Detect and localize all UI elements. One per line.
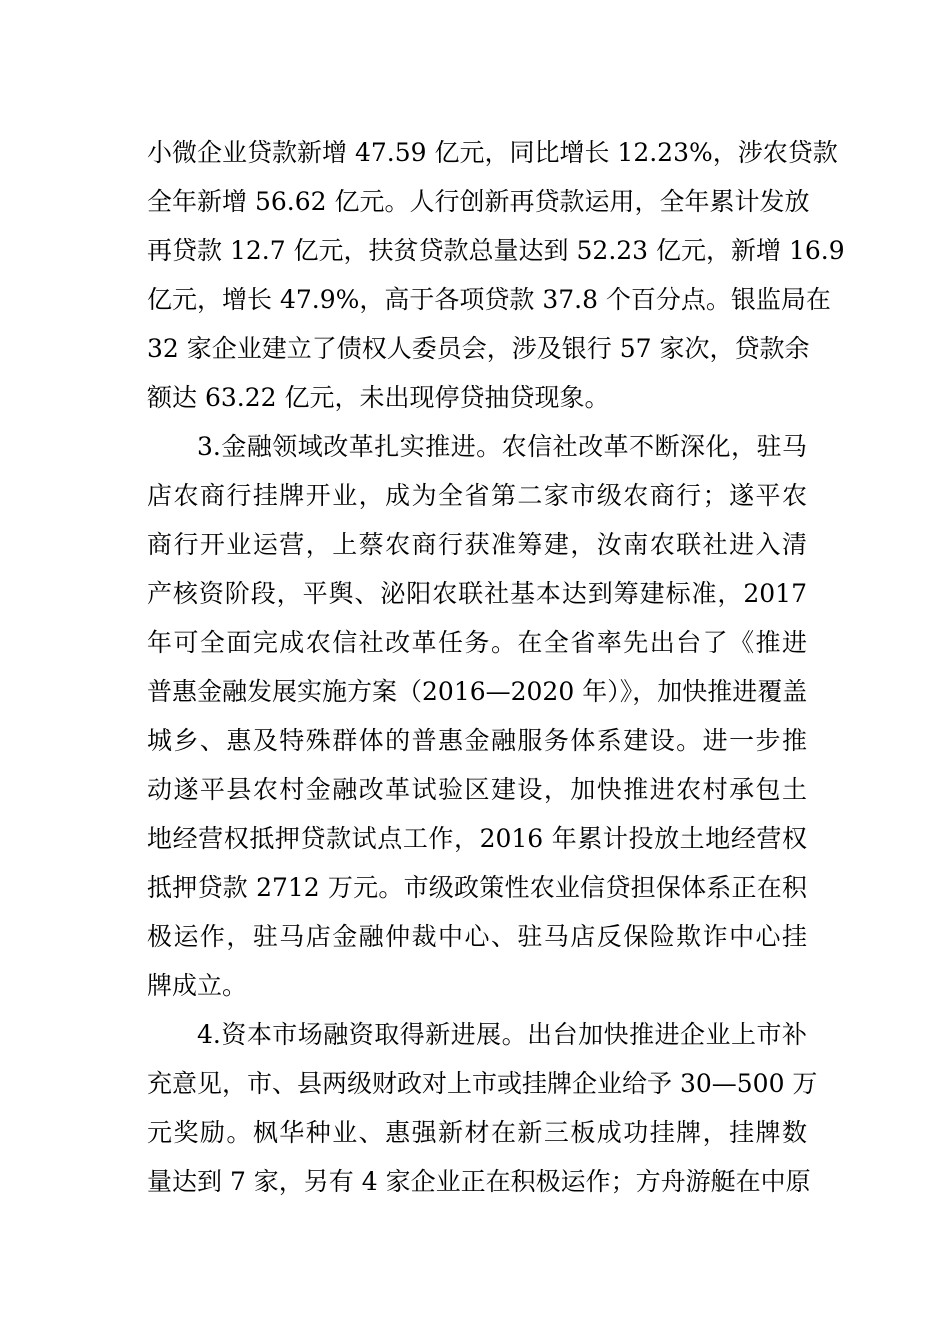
- paragraph-financial-reform: [147, 422, 807, 1010]
- body-text: [147, 128, 845, 1206]
- text-line: 年可全面完成农信社改革任务。在全省率先出台了《推进: [147, 628, 807, 657]
- text-line: 全年新增 56.62 亿元。人行创新再贷款运用，全年累计发放: [147, 187, 810, 216]
- text-line: 32 家企业建立了债权人委员会，涉及银行 57 家次，贷款余: [147, 334, 810, 363]
- paragraph-loans: [147, 128, 845, 422]
- text-line: 亿元，增长 47.9%，高于各项贷款 37.8 个百分点。银监局在: [147, 285, 831, 314]
- text-line: 4.资本市场融资取得新进展。出台加快推进企业上市补: [197, 1020, 807, 1049]
- text-line: 再贷款 12.7 亿元，扶贫贷款总量达到 52.23 亿元，新增 16.9: [147, 236, 845, 265]
- text-line: 动遂平县农村金融改革试验区建设，加快推进农村承包土: [147, 775, 807, 804]
- text-line: 3.金融领域改革扎实推进。农信社改革不断深化，驻马: [197, 432, 807, 461]
- text-line: 城乡、惠及特殊群体的普惠金融服务体系建设。进一步推: [147, 726, 807, 755]
- text-line: 充意见，市、县两级财政对上市或挂牌企业给予 30—500 万: [147, 1069, 818, 1098]
- text-line: 产核资阶段，平舆、泌阳农联社基本达到筹建标准，2017: [147, 579, 807, 608]
- text-line: 普惠金融发展实施方案（2016—2020 年）》，加快推进覆盖: [147, 677, 808, 706]
- text-line: 极运作，驻马店金融仲裁中心、驻马店反保险欺诈中心挂: [147, 922, 807, 951]
- text-line: 额达 63.22 亿元，未出现停贷抽贷现象。: [147, 383, 610, 412]
- text-line: 地经营权抵押贷款试点工作，2016 年累计投放土地经营权: [147, 824, 807, 853]
- text-line: 商行开业运营，上蔡农商行获准筹建，汝南农联社进入清: [147, 530, 807, 559]
- text-line: 牌成立。: [147, 971, 248, 1000]
- text-line: 抵押贷款 2712 万元。市级政策性农业信贷担保体系正在积: [147, 873, 807, 902]
- text-line: 量达到 7 家，另有 4 家企业正在积极运作；方舟游艇在中原: [147, 1167, 811, 1196]
- text-line: 店农商行挂牌开业，成为全省第二家市级农商行；遂平农: [147, 481, 807, 510]
- text-line: 小微企业贷款新增 47.59 亿元，同比增长 12.23%，涉农贷款: [147, 138, 838, 167]
- text-line: 元奖励。枫华种业、惠强新材在新三板成功挂牌，挂牌数: [147, 1118, 807, 1147]
- paragraph-capital-market: [147, 1010, 818, 1206]
